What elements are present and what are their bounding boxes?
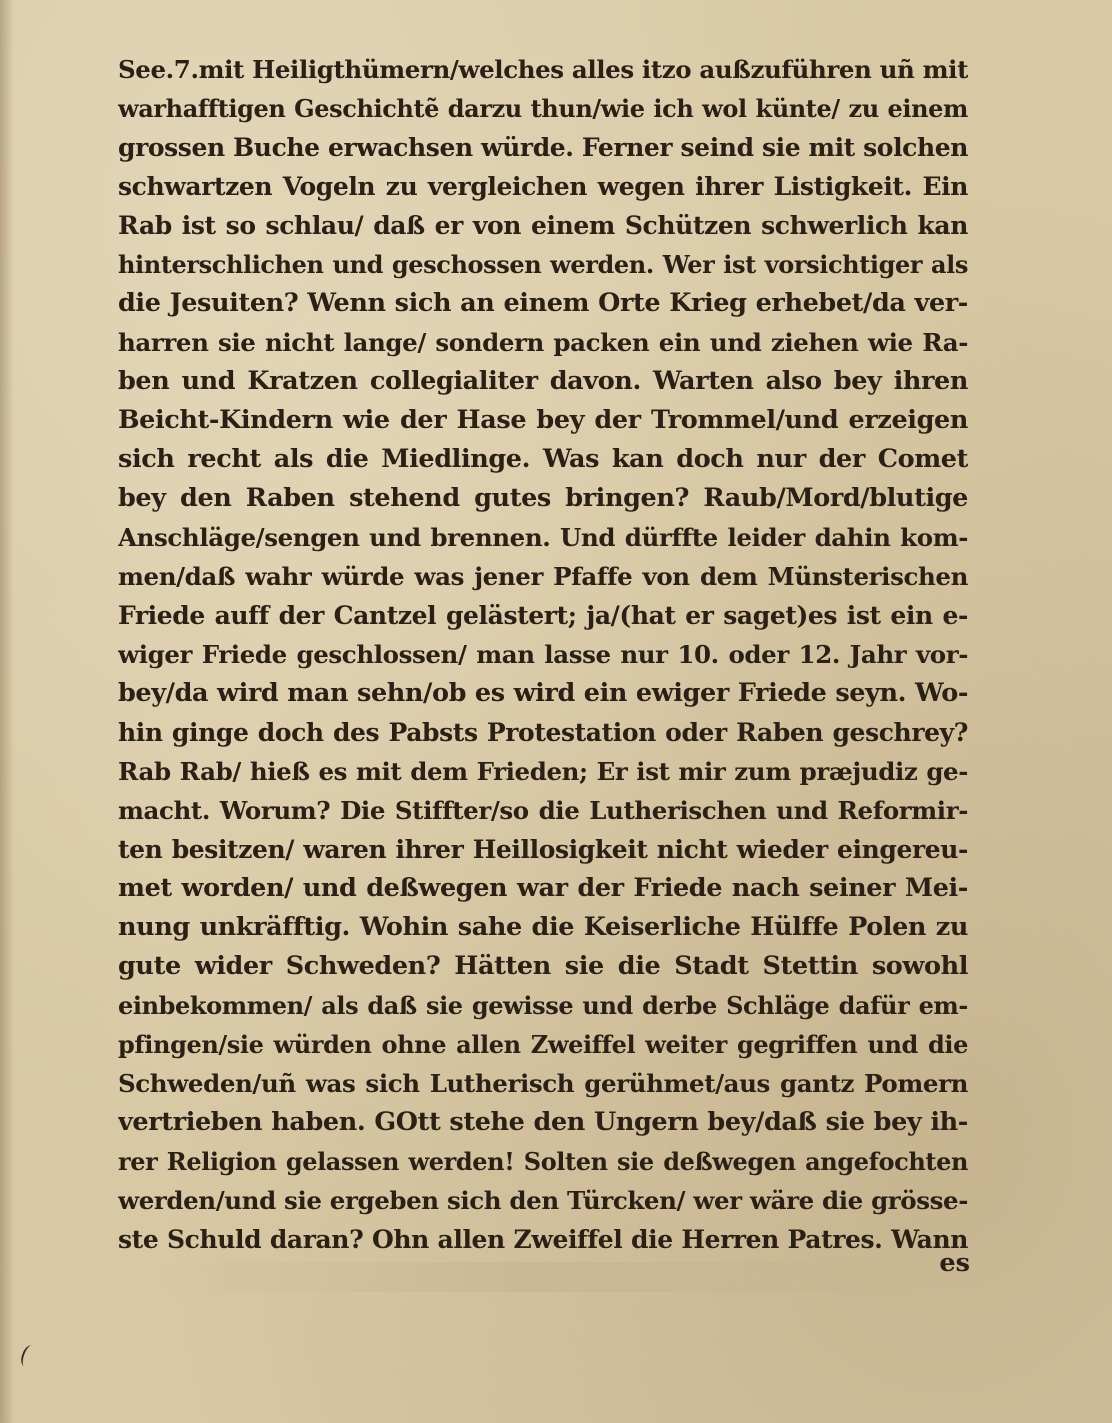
text-line: bey/da wird man sehn/ob es wird ein ewiger Friede seyn. Wo- — [118, 678, 968, 708]
text-line: Friede auff der Cantzel gelästert; ja/(hat er saget)es ist ein e- — [118, 601, 968, 630]
text-line: met worden/ und deßwegen war der Friede nach seiner Mei- — [118, 873, 968, 903]
text-line: wiger Friede geschlossen/ man lasse nur 10. oder 12. Jahr vor- — [118, 640, 968, 669]
text-line: gute wider Schweden? Hätten sie die Stadt Stettin sowohl — [118, 951, 968, 981]
text-line: rer Religion gelassen werden! Solten sie deßwegen angefochten — [118, 1147, 968, 1176]
text-line: ten besitzen/ waren ihrer Heillosigkeit nicht wieder eingereu- — [118, 835, 968, 864]
text-line: sich recht als die Miedlinge. Was kan doch nur der Comet — [118, 444, 968, 474]
text-line: bey den Raben stehend gutes bringen? Raub/Mord/blutige — [118, 483, 968, 513]
text-line: schwartzen Vogeln zu vergleichen wegen ihrer Listigkeit. Ein — [118, 172, 968, 201]
text-line: Schweden/uñ was sich Lutherisch gerühmet/aus gantz Pomern — [118, 1069, 968, 1098]
bleed-through-stain — [140, 1262, 920, 1292]
text-line: Rab Rab/ hieß es mit dem Frieden; Er ist mir zum præjudiz ge- — [118, 757, 968, 786]
text-line: die Jesuiten? Wenn sich an einem Orte Krieg erhebet/da ver- — [118, 288, 968, 318]
text-line: men/daß wahr würde was jener Pfaffe von dem Münsterischen — [118, 562, 968, 591]
text-line: pfingen/sie würden ohne allen Zweiffel weiter gegriffen und die — [118, 1030, 968, 1059]
text-line: hinterschlichen und geschossen werden. Wer ist vorsichtiger als — [118, 250, 968, 279]
text-line: werden/und sie ergeben sich den Türcken/ wer wäre die grösse- — [118, 1186, 968, 1215]
text-line: grossen Buche erwachsen würde. Ferner seind sie mit solchen — [118, 133, 968, 162]
body-text — [118, 50, 968, 1259]
text-line: See.7.mit Heiligthümern/welches alles itzo außzuführen uñ mit — [118, 55, 968, 84]
text-line: warhafftigen Geschichtẽ darzu thun/wie ich wol künte/ zu einem — [118, 94, 968, 123]
text-line: nung unkräfftig. Wohin sahe die Keiserliche Hülffe Polen zu — [118, 912, 968, 942]
text-line: Beicht-Kindern wie der Hase bey der Trommel/und erzeigen — [118, 405, 968, 435]
text-line: Anschläge/sengen und brennen. Und dürffte leider dahin kom- — [118, 523, 968, 552]
ink-mark — [19, 1344, 38, 1369]
catchword: es — [939, 1248, 970, 1278]
text-line: vertrieben haben. GOtt stehe den Ungern bey/daß sie bey ih- — [118, 1107, 968, 1137]
text-line: macht. Worum? Die Stiffter/so die Lutherischen und Reformir- — [118, 796, 968, 825]
page-edge-shadow — [0, 0, 14, 1423]
text-line: hin ginge doch des Pabsts Protestation oder Raben geschrey? — [118, 718, 968, 747]
text-line: Rab ist so schlau/ daß er von einem Schützen schwerlich kan — [118, 211, 968, 240]
text-line: harren sie nicht lange/ sondern packen ein und ziehen wie Ra- — [118, 328, 968, 357]
text-line: ste Schuld daran? Ohn allen Zweiffel die Herren Patres. Wann — [118, 1225, 968, 1254]
text-line: ben und Kratzen collegialiter davon. Warten also bey ihren — [118, 366, 968, 396]
text-line: einbekommen/ als daß sie gewisse und derbe Schläge dafür em- — [118, 991, 968, 1020]
